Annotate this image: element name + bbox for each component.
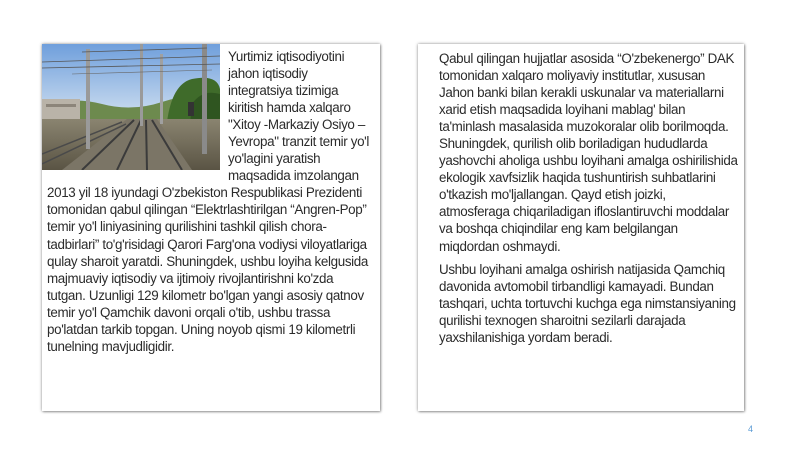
right-text-block bbox=[439, 50, 739, 346]
left-paragraph: Yurtimiz iqtisodiyotini jahon iqtisodiy integratsiya tizimiga kiritish hamda xalqaro "Xitoy -Markaziy Osiyo – Yevropa" tranzit temir yo'l yo'lagini yaratish maqsadida imzolangan 2013 yil 18 iyundagi O'zbekiston Respublikasi Prezidenti tomonidan qabul qilingan “Elektrlashtirilgan “Angren-Pop” temir yo'l liniyasining qurilishini tashkil qilish chora-tadbirlari” to'g'risidagi Qarori Farg'ona vodiysi viloyatlariga qulay sharoit yaratdi. Shuningdek, ushbu loyiha kelgusida majmuaviy iqtisodiy va ijtimoiy rivojlantirishni ko'zda tutgan. Uzunligi 129 kilometr bo'lgan yangi asosiy qatnov temir yo'l Qamchik davoni orqali o'tib, ushbu trassa po'latdan tarkib topgan. Uning noyob qismi 19 kilometrli tunelning mavjudligidir. bbox=[47, 49, 370, 354]
right-paragraph-1: Qabul qilingan hujjatlar asosida “O'zbekenergo” DAK tomonidan xalqaro moliyaviy institutlar, xususan Jahon banki bilan kerakli uskunalar va materiallarni xarid etish maqsadida loyihani mablag' bilan ta'minlash masalasida muzokoralar olib borilmoqda. Shuningdek, qurilish olib boriladigan hududlarda yashovchi aholiga ushbu loyihani amalga oshirilishida ekologik xavfsizlik haqida tushuntirish suhbatlarini o'tkazish mo'ljallangan. Qayd etish joizki, atmosferaga chiqariladigan ifloslantiruvchi moddalar va boshqa chiqindilar eng kam belgilangan miqdordan oshmaydi. bbox=[439, 51, 738, 254]
left-text-block bbox=[47, 48, 375, 355]
page-number: 4 bbox=[748, 424, 754, 434]
railway-photo bbox=[42, 44, 220, 170]
right-paragraph-2: Ushbu loyihani amalga oshirish natijasida Qamchiq davonida avtomobil tirbandligi kamayadi. Bundan tashqari, uchta tortuvchi kuchga ega nimstansiyaning qurilishi texnogen sharoitni sezilarli darajada yaxshilanishiga yordam beradi. bbox=[439, 261, 736, 345]
left-page bbox=[42, 44, 380, 411]
right-page bbox=[418, 44, 744, 411]
